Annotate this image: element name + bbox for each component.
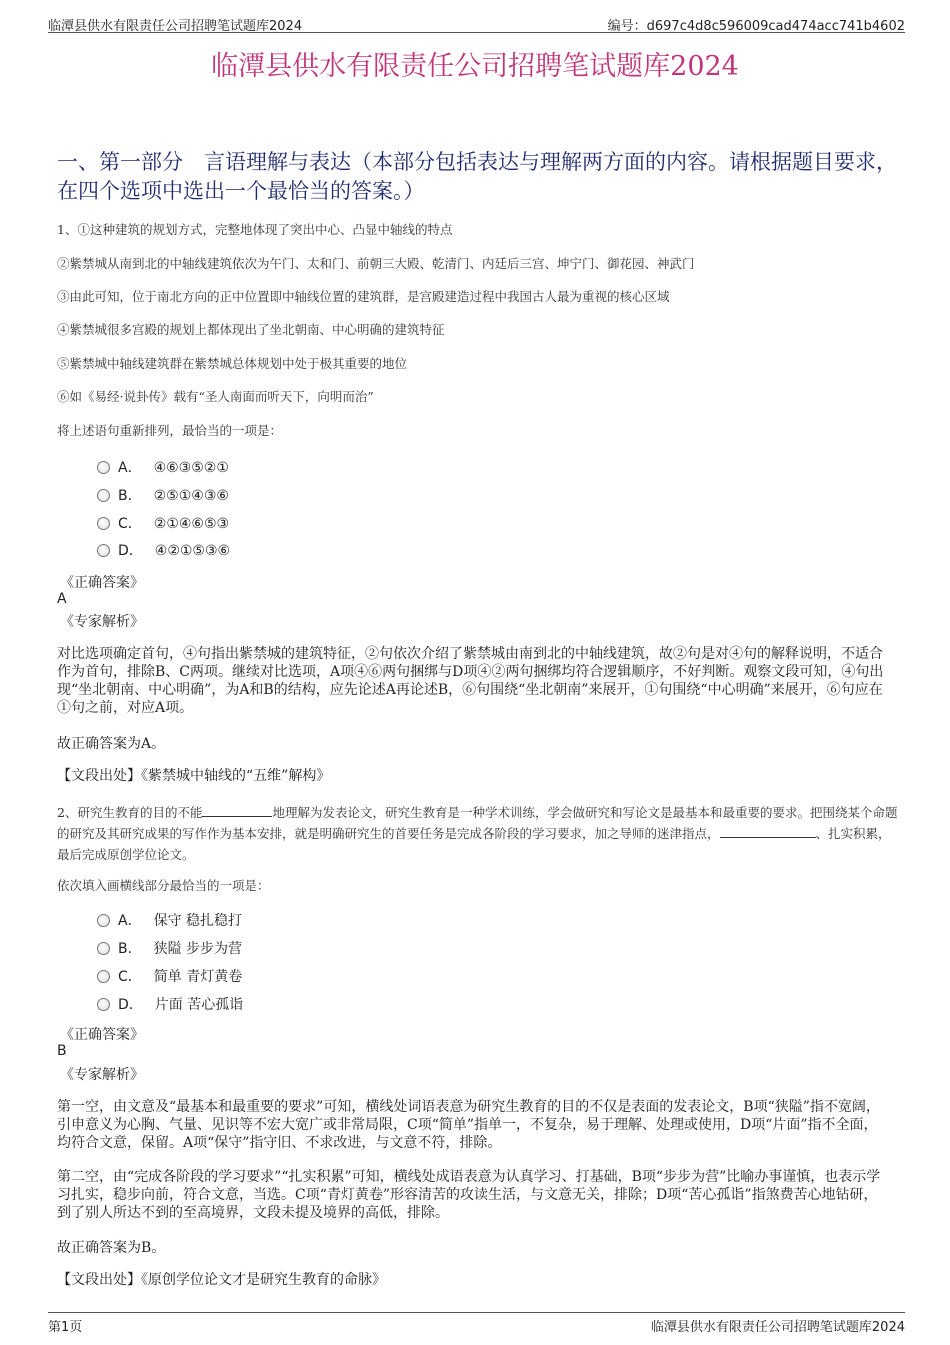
q2-analysis-second-blank: 第二空，由“完成各阶段的学习要求”“扎实积累”可知，横线处成语表意为认真学习、打基础，B项“步步为营”比喻办事谨慎，也表示学习扎实，稳步向前，符合文意，当选。C项“青灯黄卷”形容清苦的攻读生活，与文意无关，排除；D项“苦心孤诣”指煞费苦心地钻研，到了别人所达不到的至高境界，文段未提及境界的高低，排除。 <box>57 1169 881 1221</box>
q2-analysis-label: 《专家解析》 <box>60 1067 144 1083</box>
q1-statement-4: ④紫禁城很多宫殿的规划上都体现出了坐北朝南、中心明确的建筑特征 <box>57 322 445 337</box>
q2-stem: 2、研究生教育的目的不能 地理解为发表论文，研究生教育是一种学术训练，学会做研究和写论文是最基本和最重要的要求。把围绕某个命题的研究及其研究成果的写作作为基本安排，就是明确研究生的首要任务是完成各阶段的学习要求，加之导师的迷津指点， 、扎实积累，最后完成原创学位论文。 <box>57 805 898 862</box>
q1-statement-6: ⑥如《易经·说卦传》载有“圣人南面而听天下，向明而治” <box>57 389 374 404</box>
q1-statement-1: 1、①这种建筑的规划方式，完整地体现了突出中心、凸显中轴线的特点 <box>57 222 453 237</box>
page-number: 第1页 <box>48 1320 83 1335</box>
radio-icon[interactable] <box>97 970 110 983</box>
radio-icon[interactable] <box>97 489 110 502</box>
radio-icon[interactable] <box>97 914 110 927</box>
page-header <box>48 14 905 33</box>
q2-option-c[interactable]: C． 简单 青灯黄卷 <box>97 966 242 988</box>
q1-source: 【文段出处】《紫禁城中轴线的“五维”解构》 <box>57 768 331 784</box>
q1-analysis: 对比选项确定首句，④句指出紫禁城的建筑特征，②句依次介绍了紫禁城由南到北的中轴线建筑，故②句是对④句的解释说明，不适合作为首句，排除B、C两项。继续对比选项，A项④⑥两句捆绑与D项④②两句捆绑均符合逻辑顺序，不好判断。观察文段可知，④句出现“坐北朝南、中心明确”，为A和B的结构，应先论述A再论述B，⑥句围绕“坐北朝南”来展开，①句围绕“中心明确”来展开，⑥句应在①句之前，对应A项。 <box>57 646 884 716</box>
q1-option-d[interactable]: D． ④②①⑤③⑥ <box>97 540 230 562</box>
q1-prompt: 将上述语句重新排列，最恰当的一项是： <box>57 423 283 438</box>
q2-analysis-first-blank: 第一空，由文意及“最基本和最重要的要求”可知，横线处词语表意为研究生教育的目的不仅是表面的发表论文，B项“狭隘”指不宽阔，引申意义为心胸、气量、见识等不宏大宽广或非常局限，C项“简单”指单一，不复杂，易于理解、处理或使用，D项“片面”指不全面，均符合文意，保留。A项“保守”指守旧、不求改进，与文意不符，排除。 <box>57 1099 880 1151</box>
q1-statement-3: ③由此可知，位于南北方向的正中位置即中轴线位置的建筑群，是宫殿建造过程中我国古人最为重视的核心区域 <box>57 289 670 304</box>
q1-option-c[interactable]: C． ②①④⑥⑤③ <box>97 513 229 535</box>
radio-icon[interactable] <box>97 461 110 474</box>
q2-answer: B <box>57 1043 67 1059</box>
q1-conclusion: 故正确答案为A。 <box>57 736 166 752</box>
q2-answer-label: 《正确答案》 <box>60 1027 144 1043</box>
footer-title: 临潭县供水有限责任公司招聘笔试题库2024 <box>650 1320 905 1335</box>
q1-statement-5: ⑤紫禁城中轴线建筑群在紫禁城总体规划中处于极其重要的地位 <box>57 356 408 371</box>
q2-option-a[interactable]: A． 保守 稳扎稳打 <box>97 910 242 932</box>
q1-analysis-label: 《专家解析》 <box>60 614 144 630</box>
header-left-title: 临潭县供水有限责任公司招聘笔试题库2024 <box>48 19 303 34</box>
document-title: 临潭县供水有限责任公司招聘笔试题库2024 <box>211 51 739 82</box>
q1-option-a[interactable]: A． ④⑥③⑤②① <box>97 457 229 479</box>
q1-answer: A <box>57 591 67 607</box>
q1-option-b[interactable]: B． ②⑤①④③⑥ <box>97 485 229 507</box>
header-document-id: 编号：d697c4d8c596009cad474acc741b4602 <box>607 19 905 34</box>
radio-icon[interactable] <box>97 544 110 557</box>
q2-option-b[interactable]: B． 狭隘 步步为营 <box>97 938 242 960</box>
q2-source: 【文段出处】《原创学位论文才是研究生教育的命脉》 <box>57 1272 386 1288</box>
fill-blank-2 <box>720 825 816 838</box>
section-heading: 一、第一部分 言语理解与表达（本部分包括表达与理解两方面的内容。请根据题目要求，在四个选项中选出一个最恰当的答案。） <box>57 150 897 203</box>
q1-answer-label: 《正确答案》 <box>60 575 144 591</box>
q2-conclusion: 故正确答案为B。 <box>57 1240 166 1256</box>
q1-statement-2: ②紫禁城从南到北的中轴线建筑依次为午门、太和门、前朝三大殿、乾清门、内廷后三宫、坤宁门、御花园、神武门 <box>57 256 695 271</box>
radio-icon[interactable] <box>97 998 110 1011</box>
radio-icon[interactable] <box>97 517 110 530</box>
page-footer <box>48 1312 905 1333</box>
fill-blank-1 <box>202 804 272 817</box>
radio-icon[interactable] <box>97 942 110 955</box>
q2-option-d[interactable]: D． 片面 苦心孤诣 <box>97 994 243 1016</box>
q2-prompt: 依次填入画横线部分最恰当的一项是： <box>57 878 270 893</box>
